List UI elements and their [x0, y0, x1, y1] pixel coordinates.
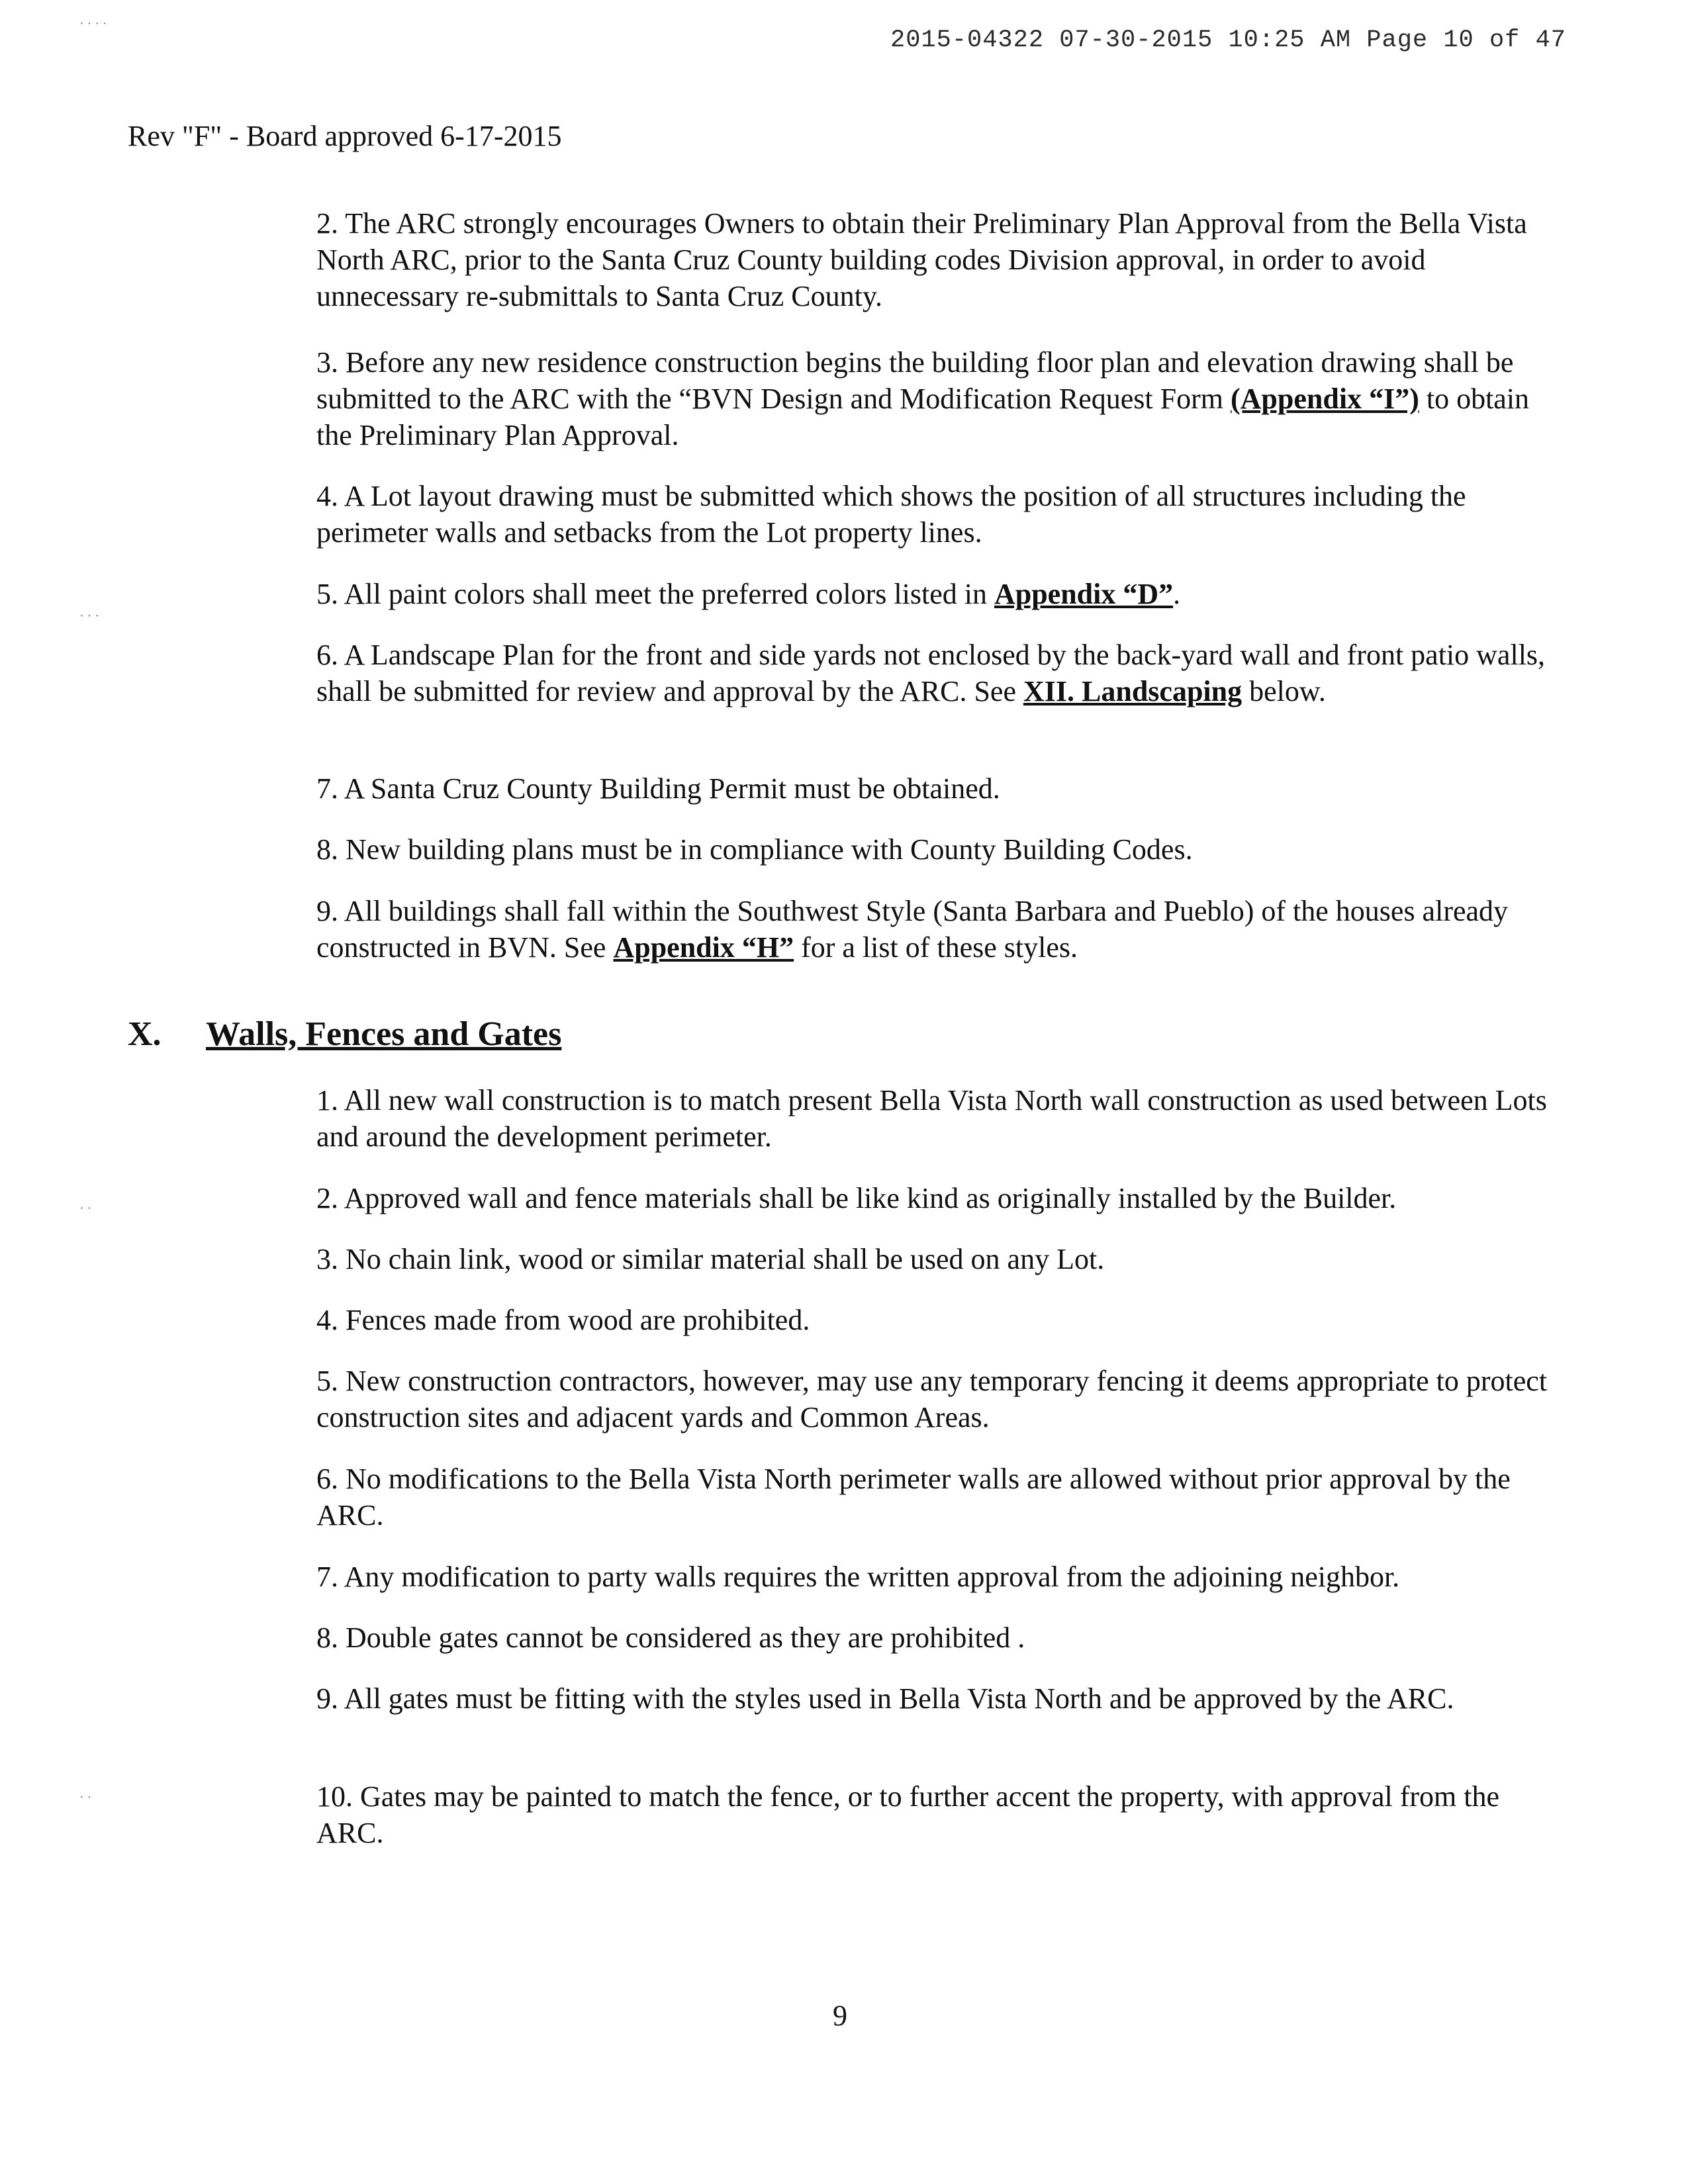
scan-mark: · · · · — [79, 17, 107, 31]
item-text: 5. All paint colors shall meet the preferred colors listed in — [316, 578, 994, 610]
list-item: 2. The ARC strongly encourages Owners to obtain their Preliminary Plan Approval from the Bella Vista North ARC, prior to the Santa Cruz County building codes Division approval, in order to avoid unnecessary re-submittals to Santa Cruz County. — [316, 207, 1527, 312]
list-item — [316, 344, 1561, 453]
scan-mark: · · · — [79, 609, 99, 623]
section-number: X. — [128, 1015, 162, 1053]
scan-mark: · · — [79, 1790, 92, 1805]
list-item: 8. Double gates cannot be considered as they are prohibited . — [316, 1621, 1025, 1654]
item-text: for a list of these styles. — [794, 931, 1078, 964]
scan-mark: · · — [79, 1201, 92, 1216]
item-text: 3. Before any new residence construction begins the building floor plan and elevation drawing shall be submitted to the ARC with the “BVN Design and Modification Request Form — [316, 346, 1514, 415]
fax-stamp: 2015-04322 07-30-2015 10:25 AM Page 10 of 47 — [890, 26, 1566, 54]
list-item: 5. New construction contractors, however, may use any temporary fencing it deems appropriate to protect construction sites and adjacent yards and Common Areas. — [316, 1365, 1548, 1433]
list-item: 3. No chain link, wood or similar material shall be used on any Lot. — [316, 1243, 1105, 1275]
item-text: 9. All buildings shall fall within the Southwest Style (Santa Barbara and Pueblo) of the houses already constructed in BVN. See — [316, 895, 1509, 964]
appendix-i-reference: (Appendix “I”) — [1231, 383, 1419, 415]
landscaping-reference: XII. Landscaping — [1023, 675, 1243, 707]
revision-note: Rev "F" - Board approved 6-17-2015 — [128, 120, 562, 152]
list-item — [316, 893, 1561, 966]
list-item: 2. Approved wall and fence materials shall be like kind as originally installed by the Builder. — [316, 1182, 1397, 1214]
list-item: 7. Any modification to party walls requires the written approval from the adjoining neighbor. — [316, 1561, 1400, 1593]
list-item — [316, 637, 1561, 709]
list-item: 10. Gates may be painted to match the fence, or to further accent the property, with approval from the ARC. — [316, 1780, 1500, 1849]
appendix-h-reference: Appendix “H” — [613, 931, 794, 964]
item-text: 6. A Landscape Plan for the front and side yards not enclosed by the back-yard wall and front patio walls, shall be submitted for review and approval by the ARC. See — [316, 639, 1546, 707]
item-text: below. — [1242, 675, 1326, 707]
page-number: 9 — [833, 1999, 847, 2032]
list-item: 1. All new wall construction is to match present Bella Vista North wall construction as used between Lots and around the development perimeter. — [316, 1084, 1547, 1153]
item-text: . — [1173, 578, 1181, 610]
list-item: 9. All gates must be fitting with the styles used in Bella Vista North and be approved by the ARC. — [316, 1682, 1454, 1715]
list-item: 7. A Santa Cruz County Building Permit must be obtained. — [316, 772, 1000, 805]
list-item: 4. A Lot layout drawing must be submitted which shows the position of all structures including the perimeter walls and setbacks from the Lot property lines. — [316, 480, 1466, 549]
section-heading — [128, 1015, 561, 1054]
section-title: Walls, Fences and Gates — [206, 1015, 562, 1053]
list-item: 6. No modifications to the Bella Vista North perimeter walls are allowed without prior approval by the ARC. — [316, 1463, 1511, 1531]
list-item: 8. New building plans must be in compliance with County Building Codes. — [316, 833, 1193, 866]
item-text: to obtain the Preliminary Plan Approval. — [316, 383, 1530, 451]
list-item: 4. Fences made from wood are prohibited. — [316, 1304, 810, 1336]
list-item — [316, 576, 1561, 612]
appendix-d-reference: Appendix “D” — [994, 578, 1174, 610]
